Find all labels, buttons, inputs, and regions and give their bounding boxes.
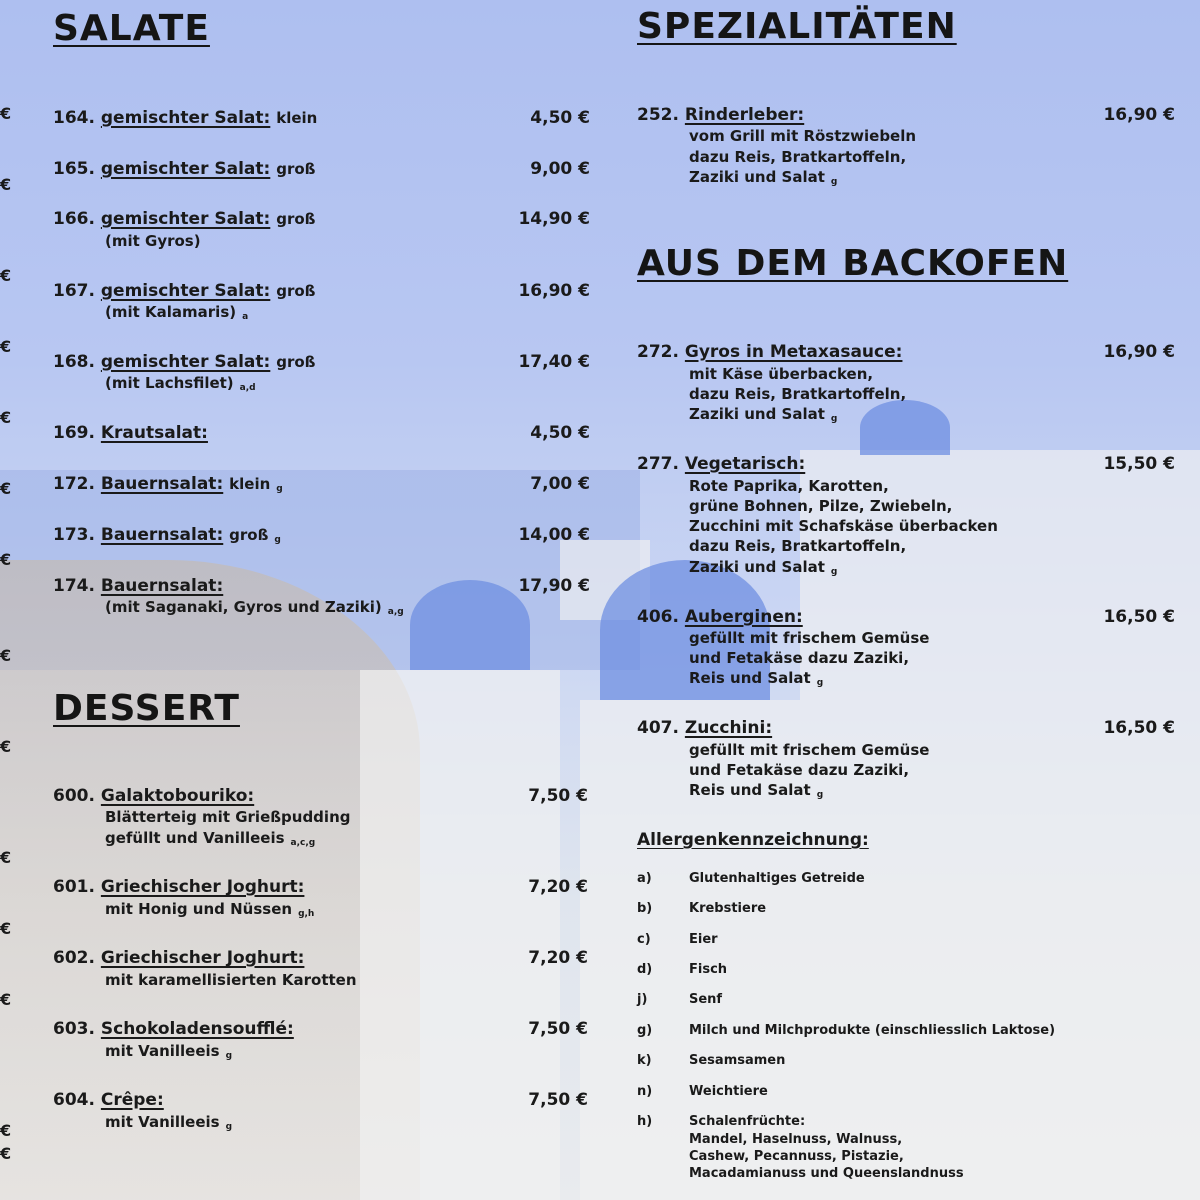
item-description [105,828,315,854]
edge-euro: € [0,175,12,194]
item-size: groß [229,526,269,544]
item-number: 272. [637,342,679,362]
item-price: 7,00 € [530,474,590,494]
section-heading-backofen: AUS DEM BACKOFEN [637,243,1069,284]
item-description: dazu Reis, Bratkartoffeln, [689,537,907,555]
item-description-text: (mit Lachsfilet) [105,374,234,392]
item-description-text: gefüllt und Vanilleeis [105,829,285,847]
item-description [105,1041,232,1067]
item-description-text: mit Vanilleeis [105,1042,220,1060]
menu-item [53,786,254,806]
allergen-key: b) [637,901,653,916]
allergen-key: k) [637,1053,652,1068]
allergen-nut-list: Macadamianuss und Queenslandnuss [689,1166,964,1181]
item-description: Zucchini mit Schafskäse überbacken [689,517,998,535]
item-description: Blätterteig mit Grießpudding [105,808,351,826]
item-number: 406. [637,607,679,627]
item-number: 603. [53,1019,95,1039]
item-description-text: Zaziki und Salat [689,558,825,576]
item-name: gemischter Salat: [100,352,271,372]
allergen-code: g [816,678,824,688]
item-name: Griechischer Joghurt: [100,948,305,968]
item-description [105,373,256,399]
item-price: 16,90 € [1103,342,1175,362]
item-description [105,302,248,328]
item-description-text: mit Vanilleeis [105,1113,220,1131]
menu-item [53,474,283,499]
menu-item [53,948,304,968]
item-price: 16,90 € [518,281,590,301]
item-number: 172. [53,474,95,494]
item-description [689,404,837,430]
item-description [689,780,823,806]
item-name: gemischter Salat: [100,159,271,179]
item-number: 277. [637,454,679,474]
item-description-text: (mit Saganaki, Gyros und Zaziki) [105,598,382,616]
edge-euro: € [0,337,12,356]
item-price: 4,50 € [530,108,590,128]
item-price: 17,40 € [518,352,590,372]
menu-item [53,159,315,179]
allergen-code: g,h [298,909,315,919]
allergen-code: a [242,312,249,322]
item-name: Schokoladensoufflé: [100,1019,294,1039]
edge-euro: € [0,408,12,427]
item-price: 14,90 € [518,209,590,229]
edge-euro: € [0,848,12,867]
item-name: Gyros in Metaxasauce: [684,342,903,362]
item-name: Auberginen: [684,607,803,627]
item-number: 601. [53,877,95,897]
item-name: Rinderleber: [684,105,805,125]
item-number: 604. [53,1090,95,1110]
menu-item [53,281,315,301]
item-description: dazu Reis, Bratkartoffeln, [689,385,907,403]
allergen-code: g [830,567,838,577]
item-description: und Fetakäse dazu Zaziki, [689,761,910,779]
item-description-text: Reis und Salat [689,781,811,799]
allergen-label: Milch und Milchprodukte (einschliesslich Laktose) [689,1023,1056,1038]
item-price: 7,50 € [528,786,588,806]
item-name: gemischter Salat: [100,108,271,128]
item-description: dazu Reis, Bratkartoffeln, [689,148,907,166]
edge-euro: € [0,104,12,123]
allergen-label: Krebstiere [689,901,767,916]
item-name: gemischter Salat: [100,209,271,229]
item-price: 14,00 € [518,525,590,545]
allergen-label: Glutenhaltiges Getreide [689,871,865,886]
item-price: 7,50 € [528,1019,588,1039]
allergen-key: h) [637,1114,653,1129]
edge-euro: € [0,550,12,569]
item-price: 4,50 € [530,423,590,443]
section-heading-dessert: DESSERT [53,688,240,729]
item-price: 7,50 € [528,1090,588,1110]
allergen-nut-list: Cashew, Pecannuss, Pistazie, [689,1149,904,1164]
item-number: 602. [53,948,95,968]
item-number: 600. [53,786,95,806]
item-size: klein [229,475,271,493]
item-number: 168. [53,352,95,372]
item-number: 252. [637,105,679,125]
item-size: groß [276,160,316,178]
item-description [105,899,314,925]
allergen-key: n) [637,1084,653,1099]
edge-euro: € [0,479,12,498]
menu-item [637,105,804,125]
menu-item [53,525,281,550]
item-size: groß [276,282,316,300]
allergen-code: a,d [239,383,256,393]
allergen-code: g [276,484,283,494]
item-description: vom Grill mit Röstzwiebeln [689,127,917,145]
item-price: 16,50 € [1103,718,1175,738]
item-price: 16,50 € [1103,607,1175,627]
edge-euro: € [0,1121,12,1140]
edge-euro: € [0,737,12,756]
item-description-text: mit Honig und Nüssen [105,900,293,918]
allergen-code: g [274,535,281,545]
item-price: 9,00 € [530,159,590,179]
edge-euro: € [0,990,12,1009]
item-name: Krautsalat: [100,423,208,443]
menu-item [53,877,304,897]
item-name: Griechischer Joghurt: [100,877,305,897]
item-description-text: Zaziki und Salat [689,168,825,186]
menu-item [637,454,805,474]
edge-euro: € [0,646,12,665]
allergen-label: Eier [689,932,718,947]
item-description: und Fetakäse dazu Zaziki, [689,649,910,667]
item-description [105,597,404,623]
item-description: grüne Bohnen, Pilze, Zwiebeln, [689,497,953,515]
allergen-key: a) [637,871,652,886]
item-name: Bauernsalat: [100,525,224,545]
edge-euro: € [0,1144,12,1163]
allergen-label: Weichtiere [689,1084,768,1099]
allergen-label: Senf [689,992,723,1007]
item-number: 166. [53,209,95,229]
item-description: (mit Gyros) [105,232,201,250]
item-price: 17,90 € [518,576,590,596]
item-description [689,557,837,583]
item-name: Galaktobouriko: [100,786,255,806]
menu-item [53,209,315,229]
item-size: groß [276,353,316,371]
item-description-text: Zaziki und Salat [689,405,825,423]
item-number: 169. [53,423,95,443]
item-number: 167. [53,281,95,301]
item-description: Rote Paprika, Karotten, [689,477,889,495]
item-description-text: Reis und Salat [689,669,811,687]
allergen-key: d) [637,962,653,977]
allergen-legend-title: Allergenkennzeichnung: [637,830,869,850]
menu-item [637,342,902,362]
item-number: 407. [637,718,679,738]
menu-item [53,1019,294,1039]
allergen-code: g [830,414,838,424]
allergen-key: j) [637,992,648,1007]
item-number: 164. [53,108,95,128]
item-description-text: (mit Kalamaris) [105,303,237,321]
item-size: groß [276,210,316,228]
allergen-nut-list: Mandel, Haselnuss, Walnuss, [689,1132,903,1147]
item-name: Crêpe: [100,1090,164,1110]
menu-item [637,607,803,627]
menu-item [637,718,772,738]
menu-item [53,576,223,596]
allergen-code: g [225,1122,233,1132]
menu-item [53,108,317,128]
item-name: Bauernsalat: [100,474,224,494]
item-name: Vegetarisch: [684,454,806,474]
item-number: 165. [53,159,95,179]
allergen-code: g [225,1051,233,1061]
allergen-key: c) [637,932,651,947]
edge-euro: € [0,919,12,938]
allergen-code: g [830,177,838,187]
item-description: mit karamellisierten Karotten [105,971,357,989]
item-number: 174. [53,576,95,596]
allergen-key: g) [637,1023,653,1038]
allergen-label: Sesamsamen [689,1053,786,1068]
item-description: gefüllt mit frischem Gemüse [689,741,930,759]
item-name: Bauernsalat: [100,576,224,596]
item-description [105,1112,232,1138]
allergen-label: Fisch [689,962,728,977]
section-heading-salate: SALATE [53,8,210,49]
item-description: gefüllt mit frischem Gemüse [689,629,930,647]
allergen-code: a,c,g [290,838,316,848]
item-price: 7,20 € [528,877,588,897]
edge-euro: € [0,266,12,285]
item-name: gemischter Salat: [100,281,271,301]
menu-item [53,352,315,372]
item-price: 15,50 € [1103,454,1175,474]
allergen-code: a,g [387,607,404,617]
allergen-label: Schalenfrüchte: [689,1114,806,1129]
menu-item [53,423,208,443]
item-name: Zucchini: [684,718,773,738]
section-heading-spezialitaeten: SPEZIALITÄTEN [637,6,957,47]
allergen-code: g [816,790,824,800]
item-price: 16,90 € [1103,105,1175,125]
item-number: 173. [53,525,95,545]
item-size: klein [276,109,318,127]
item-description [689,668,823,694]
menu-item [53,1090,164,1110]
item-description: mit Käse überbacken, [689,365,874,383]
item-description [689,167,837,193]
item-price: 7,20 € [528,948,588,968]
